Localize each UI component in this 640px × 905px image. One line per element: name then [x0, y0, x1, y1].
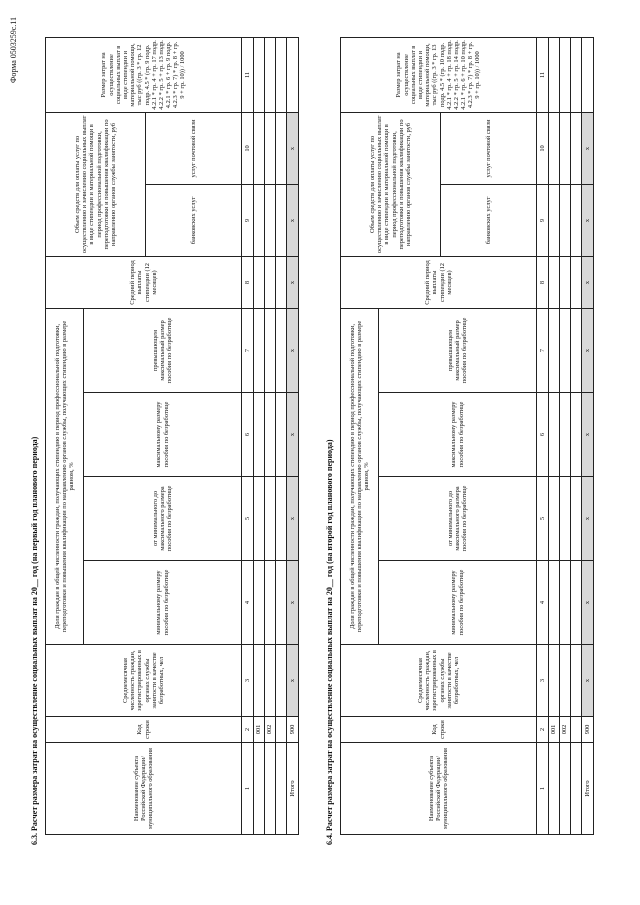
cell-value[interactable]	[276, 645, 287, 717]
cell-value[interactable]	[254, 477, 265, 561]
cell-code: 002	[265, 717, 276, 743]
total-code: 900	[582, 717, 594, 743]
cell-value[interactable]	[276, 37, 287, 112]
cell-value[interactable]	[571, 308, 582, 392]
column-number: 2	[242, 717, 254, 743]
empty-mark: x	[582, 477, 594, 561]
cell-value[interactable]	[265, 256, 276, 308]
cell-value[interactable]	[560, 256, 571, 308]
column-number: 4	[242, 561, 254, 645]
header-postal-services: услуг почтовой связи	[441, 112, 537, 184]
cell-value[interactable]	[254, 184, 265, 256]
header-share-min: минимальному размеру пособия по безработице	[84, 561, 242, 645]
column-number: 5	[537, 477, 549, 561]
cell-value[interactable]	[254, 645, 265, 717]
header-name: Наименование субъекта Российской Федерации/муниципального образования	[341, 743, 537, 835]
empty-mark: x	[287, 308, 299, 392]
cell-name[interactable]	[276, 743, 287, 835]
header-postal-services: услуг почтовой связи	[146, 112, 242, 184]
header-avg-count: Среднемесячная численность граждан, зарегистрированных в органах службы занятости в качестве безработных, чел	[46, 645, 242, 717]
column-number: 5	[242, 477, 254, 561]
column-number: 9	[242, 184, 254, 256]
total-code: 900	[287, 717, 299, 743]
total-label: Итого	[287, 743, 299, 835]
cell-value[interactable]	[571, 256, 582, 308]
header-share-max: максимальному размеру пособия по безработице	[379, 393, 537, 477]
table-row	[549, 37, 560, 834]
empty-mark: x	[287, 256, 299, 308]
header-funds-group: Объем средств для оплаты услуг по осуществлению и зачислению социальных выплат в виде стипендии и материальной помощи в период профессиональной подготовки, переподготовки и повышения квалификации по направлению органов службы занятости, руб	[46, 112, 146, 256]
header-bank-services: банковских услуг	[146, 184, 242, 256]
column-number: 7	[242, 308, 254, 392]
cell-value[interactable]	[560, 184, 571, 256]
cell-name[interactable]	[549, 743, 560, 835]
empty-mark: x	[287, 112, 299, 184]
column-number: 1	[537, 743, 549, 835]
column-number: 3	[537, 645, 549, 717]
cell-value[interactable]	[549, 37, 560, 112]
empty-mark: x	[582, 184, 594, 256]
empty-mark: x	[287, 477, 299, 561]
header-funds-group: Объем средств для оплаты услуг по осуществлению и зачислению социальных выплат в виде стипендии и материальной помощи в период профессиональной подготовки, переподготовки и повышения квалификации по направлению органов службы занятости, руб	[341, 112, 441, 256]
cell-value[interactable]	[549, 184, 560, 256]
cell-value[interactable]	[265, 477, 276, 561]
column-number: 6	[537, 393, 549, 477]
cell-value[interactable]	[571, 184, 582, 256]
cell-value[interactable]	[276, 308, 287, 392]
cell-value[interactable]	[560, 393, 571, 477]
cell-name[interactable]	[560, 743, 571, 835]
empty-mark: x	[582, 308, 594, 392]
cell-value[interactable]	[560, 112, 571, 184]
empty-mark: x	[582, 561, 594, 645]
empty-mark: x	[287, 184, 299, 256]
cell-value[interactable]	[265, 645, 276, 717]
column-number: 2	[537, 717, 549, 743]
cell-value[interactable]	[265, 112, 276, 184]
header-name: Наименование субъекта Российской Федерации/муниципального образования	[46, 743, 242, 835]
column-number: 7	[537, 308, 549, 392]
cell-name[interactable]	[254, 743, 265, 835]
empty-mark: x	[582, 112, 594, 184]
header-bank-services: банковских услуг	[441, 184, 537, 256]
column-number: 11	[242, 37, 254, 112]
empty-mark: x	[287, 561, 299, 645]
cell-value[interactable]	[560, 37, 571, 112]
header-share-group: Доля граждан в общей численности граждан, получающих стипендию в период профессиональной подготовки, переподготовки и повышения квалификации по направлению органов службы, получающих стипендию в размере равном, %	[341, 308, 379, 644]
column-number: 1	[242, 743, 254, 835]
table-row	[276, 37, 287, 834]
cell-name[interactable]	[571, 743, 582, 835]
column-number: 9	[537, 184, 549, 256]
table-row	[571, 37, 582, 834]
header-avg-count: Среднемесячная численность граждан, зарегистрированных в органах службы занятости в качестве безработных, чел	[341, 645, 537, 717]
column-numbers-row	[537, 37, 549, 834]
cell-value[interactable]	[276, 393, 287, 477]
cell-value[interactable]	[254, 308, 265, 392]
empty-mark: x	[582, 256, 594, 308]
header-code: Код строки	[341, 717, 537, 743]
column-number: 6	[242, 393, 254, 477]
cell-value[interactable]	[549, 112, 560, 184]
header-payment-size: Размер затрат на осуществление социальных выплат в виде стипендии и материальной помощи, тыс руб ((гр. 3 * гр. 12 подр. 4.5 * (гр. 9 подр. 4.2.1 * гр. 4 + гр. 17 подр. 4.2.2 * гр. 5 + гр. 13 подр. 4.2.1 * гр. 6 + гр. 9 подр. 4.2.3 * гр. 7) * гр. 8 + гр. 9 + гр. 10)) / 1000	[46, 37, 242, 112]
cell-value[interactable]	[265, 37, 276, 112]
cell-value[interactable]	[254, 561, 265, 645]
cell-code: 002	[560, 717, 571, 743]
header-share-group: Доля граждан в общей численности граждан, получающих стипендию в период профессиональной подготовки, переподготовки и повышения квалификации по направлению органов службы, получающих стипендию в размере равном, %	[46, 308, 84, 644]
empty-mark: x	[582, 645, 594, 717]
header-avg-period: Средний период выплаты стипендии (12 месяцев)	[341, 256, 537, 308]
column-number: 10	[537, 112, 549, 184]
social-payments-table-6-4	[340, 37, 594, 835]
section-6-4-title: 6.4. Расчет размера затрат на осуществление социальных выплат на 20__ год (на второй год планового периода)	[325, 439, 334, 845]
table-row	[265, 37, 276, 834]
cell-value[interactable]	[276, 477, 287, 561]
cell-value[interactable]	[276, 561, 287, 645]
total-label: Итого	[582, 743, 594, 835]
cell-value[interactable]	[254, 393, 265, 477]
cell-code	[276, 717, 287, 743]
header-share-max: максимальному размеру пособия по безработице	[84, 393, 242, 477]
column-number: 8	[242, 256, 254, 308]
header-share-min-max: от минимального до максимального размера пособия по безработице	[379, 477, 537, 561]
cell-code: 001	[254, 717, 265, 743]
column-numbers-row	[242, 37, 254, 834]
cell-value[interactable]	[560, 645, 571, 717]
cell-value[interactable]	[265, 308, 276, 392]
cell-value[interactable]	[254, 112, 265, 184]
cell-value[interactable]	[549, 477, 560, 561]
header-share-over-max: превышающем максимальный размер пособия по безработице	[379, 308, 537, 392]
header-share-min-max: от минимального до максимального размера пособия по безработице	[84, 477, 242, 561]
header-code: Код строки	[46, 717, 242, 743]
header-share-min: минимальному размеру пособия по безработице	[379, 561, 537, 645]
cell-value[interactable]	[276, 256, 287, 308]
cell-code: 001	[549, 717, 560, 743]
cell-value[interactable]	[276, 112, 287, 184]
cell-code	[571, 717, 582, 743]
social-payments-table-6-3	[45, 37, 299, 835]
cell-value[interactable]	[549, 645, 560, 717]
column-number: 4	[537, 561, 549, 645]
table-row	[254, 37, 265, 834]
empty-mark: x	[287, 393, 299, 477]
empty-mark: x	[582, 393, 594, 477]
column-number: 3	[242, 645, 254, 717]
cell-value[interactable]	[265, 184, 276, 256]
header-payment-size: Размер затрат на осуществление социальных выплат в виде стипендии и материальной помощи, тыс руб ((гр. 3 * гр. 13 подр. 4.5 * (гр. 10 подр. 4.2.1 * гр. 4 + гр. 18 подр. 4.2.2 * гр. 5 + гр. 14 подр. 4.2.1 * гр. 6 + гр. 10 подр. 4.2.3 * гр. 7) * гр. 8 + гр. 9 + гр. 10)) / 1000	[341, 37, 537, 112]
column-number: 8	[537, 256, 549, 308]
total-value[interactable]	[582, 37, 594, 112]
cell-value[interactable]	[571, 393, 582, 477]
cell-value[interactable]	[265, 393, 276, 477]
header-share-over-max: превышающем максимальный размер пособия по безработице	[84, 308, 242, 392]
column-number: 10	[242, 112, 254, 184]
cell-value[interactable]	[571, 561, 582, 645]
cell-value[interactable]	[571, 37, 582, 112]
column-number: 11	[537, 37, 549, 112]
cell-value[interactable]	[571, 645, 582, 717]
cell-name[interactable]	[265, 743, 276, 835]
cell-value[interactable]	[549, 561, 560, 645]
header-avg-period: Средний период выплаты стипендии (12 месяцев)	[46, 256, 242, 308]
total-value[interactable]	[287, 37, 299, 112]
cell-value[interactable]	[549, 308, 560, 392]
total-row	[287, 37, 299, 834]
cell-value[interactable]	[571, 112, 582, 184]
cell-value[interactable]	[265, 561, 276, 645]
total-row	[582, 37, 594, 834]
cell-value[interactable]	[560, 308, 571, 392]
cell-value[interactable]	[254, 37, 265, 112]
cell-value[interactable]	[276, 184, 287, 256]
cell-value[interactable]	[254, 256, 265, 308]
section-6-3-title: 6.3. Расчет размера затрат на осуществление социальных выплат на 20__ год (на первый год планового периода)	[30, 436, 39, 845]
cell-value[interactable]	[549, 393, 560, 477]
empty-mark: x	[287, 645, 299, 717]
cell-value[interactable]	[560, 561, 571, 645]
cell-value[interactable]	[560, 477, 571, 561]
table-row	[560, 37, 571, 834]
cell-value[interactable]	[571, 477, 582, 561]
form-code: Форма 0503259с.11	[9, 16, 18, 83]
cell-value[interactable]	[549, 256, 560, 308]
